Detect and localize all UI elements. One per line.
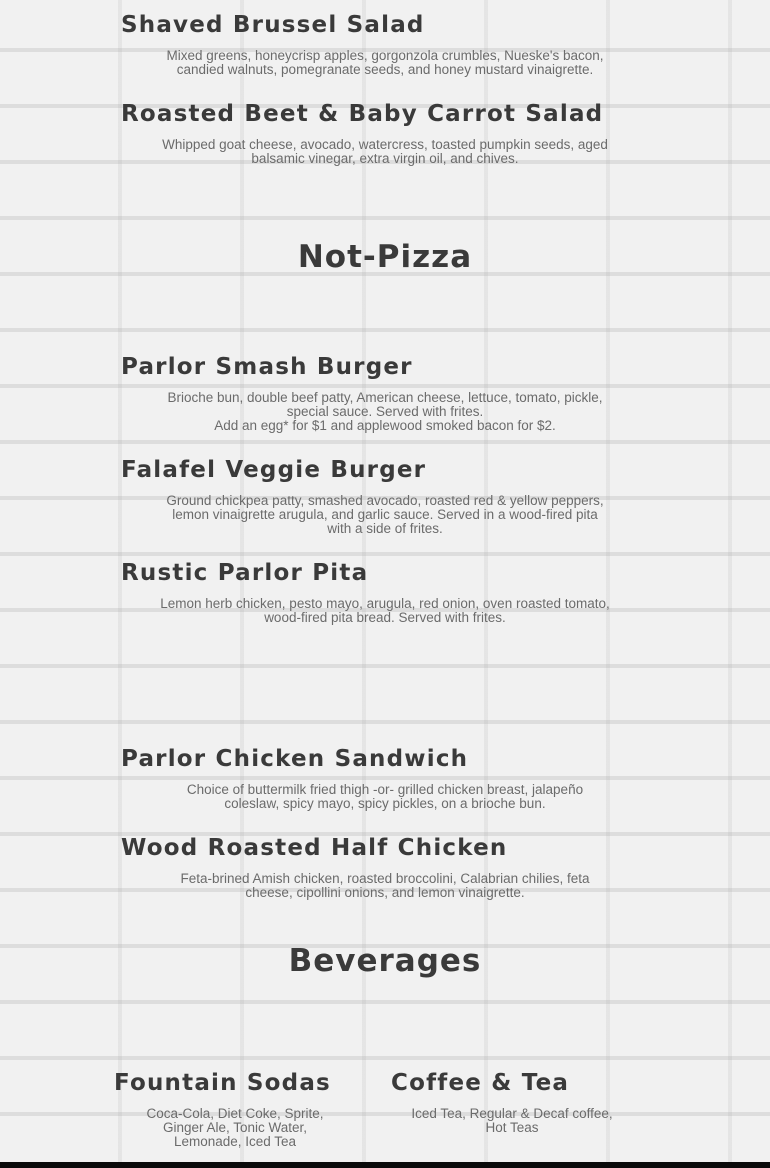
item-name: Parlor Chicken Sandwich [121, 746, 469, 772]
bottom-edge-bar [0, 1162, 770, 1168]
description-line: coleslaw, spicy mayo, spicy pickles, on a brioche bun. [224, 796, 546, 811]
item-description [120, 138, 650, 166]
description-line: Mixed greens, honeycrisp apples, gorgonzola crumbles, Nueske's bacon, [166, 48, 604, 63]
item-description [120, 49, 650, 77]
item-description [120, 783, 650, 811]
description-line: Ground chickpea patty, smashed avocado, roasted red & yellow peppers, [166, 493, 604, 508]
item-name: Shaved Brussel Salad [121, 12, 425, 38]
item-description [120, 597, 650, 625]
description-line: special sauce. Served with frites. [286, 404, 484, 419]
item-name: Fountain Sodas [114, 1070, 331, 1096]
item-name: Falafel Veggie Burger [121, 457, 427, 483]
item-description [110, 1107, 360, 1149]
description-line: wood-fired pita bread. Served with frites. [264, 610, 506, 625]
description-line: Lemon herb chicken, pesto mayo, arugula, red onion, oven roasted tomato, [160, 596, 610, 611]
item-name: Coffee & Tea [391, 1070, 570, 1096]
description-line: Add an egg* for $1 and applewood smoked bacon for $2. [214, 418, 556, 433]
description-line: Ginger Ale, Tonic Water, [162, 1120, 308, 1135]
item-description [120, 391, 650, 433]
description-line: Hot Teas [485, 1120, 539, 1135]
item-description [120, 872, 650, 900]
description-line: Whipped goat cheese, avocado, watercress, toasted pumpkin seeds, aged [162, 137, 608, 152]
description-line: Lemonade, Iced Tea [173, 1134, 297, 1149]
description-line: balsamic vinegar, extra virgin oil, and chives. [251, 151, 519, 166]
description-line: cheese, cipollini onions, and lemon vinaigrette. [245, 885, 525, 900]
item-name: Rustic Parlor Pita [121, 560, 369, 586]
item-name: Wood Roasted Half Chicken [121, 835, 508, 861]
description-line: Feta-brined Amish chicken, roasted broccolini, Calabrian chilies, feta [180, 871, 590, 886]
description-line: Choice of buttermilk fried thigh -or- grilled chicken breast, jalapeño [186, 782, 584, 797]
item-description [120, 494, 650, 536]
description-line: with a side of frites. [327, 521, 443, 536]
description-line: lemon vinaigrette arugula, and garlic sauce. Served in a wood-fired pita [172, 507, 598, 522]
description-line: candied walnuts, pomegranate seeds, and honey mustard vinaigrette. [176, 62, 594, 77]
description-line: Coca-Cola, Diet Coke, Sprite, [146, 1106, 324, 1121]
item-description [387, 1107, 637, 1135]
item-name: Roasted Beet & Baby Carrot Salad [121, 101, 604, 127]
section-title-not-pizza: Not-Pizza [297, 239, 473, 275]
item-name: Parlor Smash Burger [121, 354, 413, 380]
section-title-beverages: Beverages [288, 943, 482, 979]
description-line: Iced Tea, Regular & Decaf coffee, [411, 1106, 613, 1121]
description-line: Brioche bun, double beef patty, American cheese, lettuce, tomato, pickle, [167, 390, 603, 405]
